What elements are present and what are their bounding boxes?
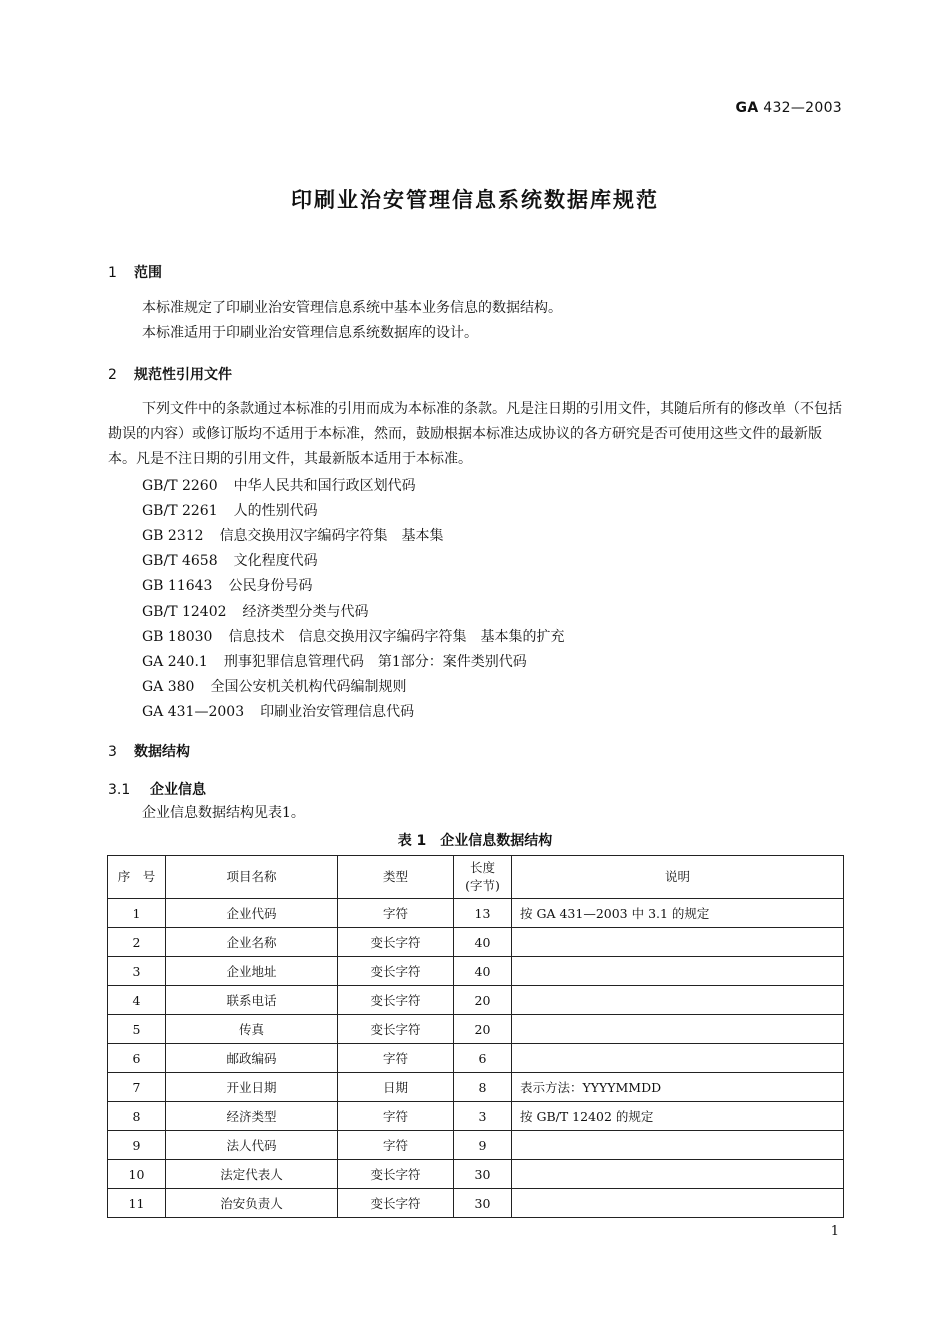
- cell-type: 变长字符: [338, 1160, 454, 1189]
- header-length-line1: 长度: [469, 860, 495, 875]
- table-row: [108, 1102, 844, 1131]
- section-3-title: 数据结构: [134, 744, 190, 760]
- section-2-heading: [108, 364, 232, 384]
- cell-length: 20: [454, 1015, 512, 1044]
- table-caption: 表 1 企业信息数据结构: [397, 833, 553, 849]
- reference-item: [142, 525, 444, 545]
- standard-code: 432—2003: [758, 100, 842, 116]
- reference-name: 公民身份号码: [228, 578, 313, 594]
- cell-length: 30: [454, 1189, 512, 1218]
- reference-name: 经济类型分类与代码: [242, 604, 369, 620]
- cell-name: 开业日期: [166, 1073, 338, 1102]
- cell-desc: [512, 1015, 844, 1044]
- section-1-heading: [108, 262, 162, 282]
- page-number: 1: [830, 1224, 839, 1239]
- section-1-title: 范围: [134, 265, 162, 281]
- cell-seq: 5: [108, 1015, 166, 1044]
- section-3-1-number: 3.1: [108, 782, 131, 798]
- table-row: [108, 986, 844, 1015]
- cell-desc: [512, 1160, 844, 1189]
- section-2-number: 2: [108, 367, 117, 383]
- cell-seq: 8: [108, 1102, 166, 1131]
- table-row: [108, 1131, 844, 1160]
- cell-seq: 9: [108, 1131, 166, 1160]
- cell-type: 字符: [338, 899, 454, 928]
- reference-name: 人的性别代码: [233, 503, 318, 519]
- cell-seq: 11: [108, 1189, 166, 1218]
- reference-code: GA 380: [142, 679, 195, 695]
- document-title: 印刷业治安管理信息系统数据库规范: [291, 188, 659, 212]
- reference-code: GB 18030: [142, 629, 213, 645]
- cell-name: 邮政编码: [166, 1044, 338, 1073]
- cell-seq: 2: [108, 928, 166, 957]
- reference-code: GB/T 2261: [142, 503, 218, 519]
- reference-item: [142, 651, 527, 671]
- cell-type: 变长字符: [338, 986, 454, 1015]
- reference-name: 刑事犯罪信息管理代码 第1部分：案件类别代码: [223, 654, 527, 670]
- cell-name: 企业地址: [166, 957, 338, 986]
- cell-type: 日期: [338, 1073, 454, 1102]
- cell-length: 40: [454, 957, 512, 986]
- cell-length: 6: [454, 1044, 512, 1073]
- reference-item: [142, 550, 318, 570]
- section-1-number: 1: [108, 265, 117, 281]
- cell-desc: [512, 957, 844, 986]
- reference-code: GB/T 12402: [142, 604, 227, 620]
- reference-code: GA 240.1: [142, 654, 208, 670]
- cell-desc: [512, 986, 844, 1015]
- cell-length: 3: [454, 1102, 512, 1131]
- standard-prefix: GA: [735, 100, 759, 116]
- enterprise-data-table: [107, 855, 844, 1218]
- section-3-heading: [108, 741, 190, 761]
- cell-length: 13: [454, 899, 512, 928]
- cell-seq: 1: [108, 899, 166, 928]
- table-row: [108, 957, 844, 986]
- table-row: [108, 1015, 844, 1044]
- section-1-paragraph-2: 本标准适用于印刷业治安管理信息系统数据库的设计。: [142, 325, 478, 341]
- cell-desc: 表示方法：YYYYMMDD: [512, 1073, 844, 1102]
- cell-name: 经济类型: [166, 1102, 338, 1131]
- cell-length: 30: [454, 1160, 512, 1189]
- reference-name: 信息技术 信息交换用汉字编码字符集 基本集的扩充: [228, 629, 565, 645]
- cell-seq: 6: [108, 1044, 166, 1073]
- header-type: 类型: [338, 856, 454, 899]
- table-header-row: [108, 856, 844, 899]
- cell-name: 企业名称: [166, 928, 338, 957]
- cell-type: 字符: [338, 1102, 454, 1131]
- reference-code: GB 11643: [142, 578, 213, 594]
- reference-name: 全国公安机关机构代码编制规则: [210, 679, 407, 695]
- reference-item: [142, 500, 318, 520]
- reference-code: GB/T 2260: [142, 478, 218, 494]
- cell-seq: 7: [108, 1073, 166, 1102]
- cell-name: 企业代码: [166, 899, 338, 928]
- cell-name: 法人代码: [166, 1131, 338, 1160]
- section-3-1-text: 企业信息数据结构见表1。: [142, 805, 305, 821]
- reference-name: 印刷业治安管理信息代码: [260, 704, 415, 720]
- table-row: [108, 1189, 844, 1218]
- header-desc: 说明: [512, 856, 844, 899]
- table-row: [108, 928, 844, 957]
- reference-item: [142, 601, 369, 621]
- table-row: [108, 1044, 844, 1073]
- header-seq: 序 号: [108, 856, 166, 899]
- reference-item: [142, 676, 406, 696]
- cell-type: 变长字符: [338, 928, 454, 957]
- cell-type: 变长字符: [338, 1015, 454, 1044]
- reference-code: GB 2312: [142, 528, 204, 544]
- cell-name: 法定代表人: [166, 1160, 338, 1189]
- section-2-intro: 下列文件中的条款通过本标准的引用而成为本标准的条款。凡是注日期的引用文件，其随后所有的修改单（不包括勘误的内容）或修订版均不适用于本标准，然而，鼓励根据本标准达成协议的各方研究是否可使用这些文件的最新版本。凡是不注日期的引用文件，其最新版本适用于本标准。: [108, 401, 842, 467]
- section-3-1-title: 企业信息: [150, 782, 206, 798]
- cell-name: 联系电话: [166, 986, 338, 1015]
- table-row: [108, 1160, 844, 1189]
- cell-length: 9: [454, 1131, 512, 1160]
- cell-desc: [512, 928, 844, 957]
- reference-item: [142, 575, 312, 595]
- table-row: [108, 1073, 844, 1102]
- cell-desc: 按 GA 431—2003 中 3.1 的规定: [512, 899, 844, 928]
- section-3-number: 3: [108, 744, 117, 760]
- reference-item: [142, 701, 414, 721]
- cell-name: 治安负责人: [166, 1189, 338, 1218]
- cell-name: 传真: [166, 1015, 338, 1044]
- header-length: [454, 856, 512, 899]
- header-name: 项目名称: [166, 856, 338, 899]
- cell-length: 8: [454, 1073, 512, 1102]
- section-1-paragraph-1: 本标准规定了印刷业治安管理信息系统中基本业务信息的数据结构。: [142, 300, 562, 316]
- cell-seq: 4: [108, 986, 166, 1015]
- reference-name: 信息交换用汉字编码字符集 基本集: [219, 528, 444, 544]
- cell-seq: 3: [108, 957, 166, 986]
- cell-desc: 按 GB/T 12402 的规定: [512, 1102, 844, 1131]
- reference-name: 中华人民共和国行政区划代码: [233, 478, 416, 494]
- reference-name: 文化程度代码: [233, 553, 318, 569]
- cell-type: 变长字符: [338, 957, 454, 986]
- cell-desc: [512, 1044, 844, 1073]
- reference-code: GB/T 4658: [142, 553, 218, 569]
- header-length-line2: (字节): [465, 878, 500, 893]
- cell-desc: [512, 1131, 844, 1160]
- section-3-1-heading: [108, 779, 206, 799]
- cell-length: 20: [454, 986, 512, 1015]
- table-row: [108, 899, 844, 928]
- reference-code: GA 431—2003: [142, 704, 245, 720]
- reference-item: [142, 475, 416, 495]
- cell-desc: [512, 1189, 844, 1218]
- cell-type: 变长字符: [338, 1189, 454, 1218]
- standard-number: [736, 100, 842, 116]
- cell-type: 字符: [338, 1044, 454, 1073]
- cell-length: 40: [454, 928, 512, 957]
- cell-seq: 10: [108, 1160, 166, 1189]
- cell-type: 字符: [338, 1131, 454, 1160]
- section-2-title: 规范性引用文件: [134, 367, 232, 383]
- reference-item: [142, 626, 564, 646]
